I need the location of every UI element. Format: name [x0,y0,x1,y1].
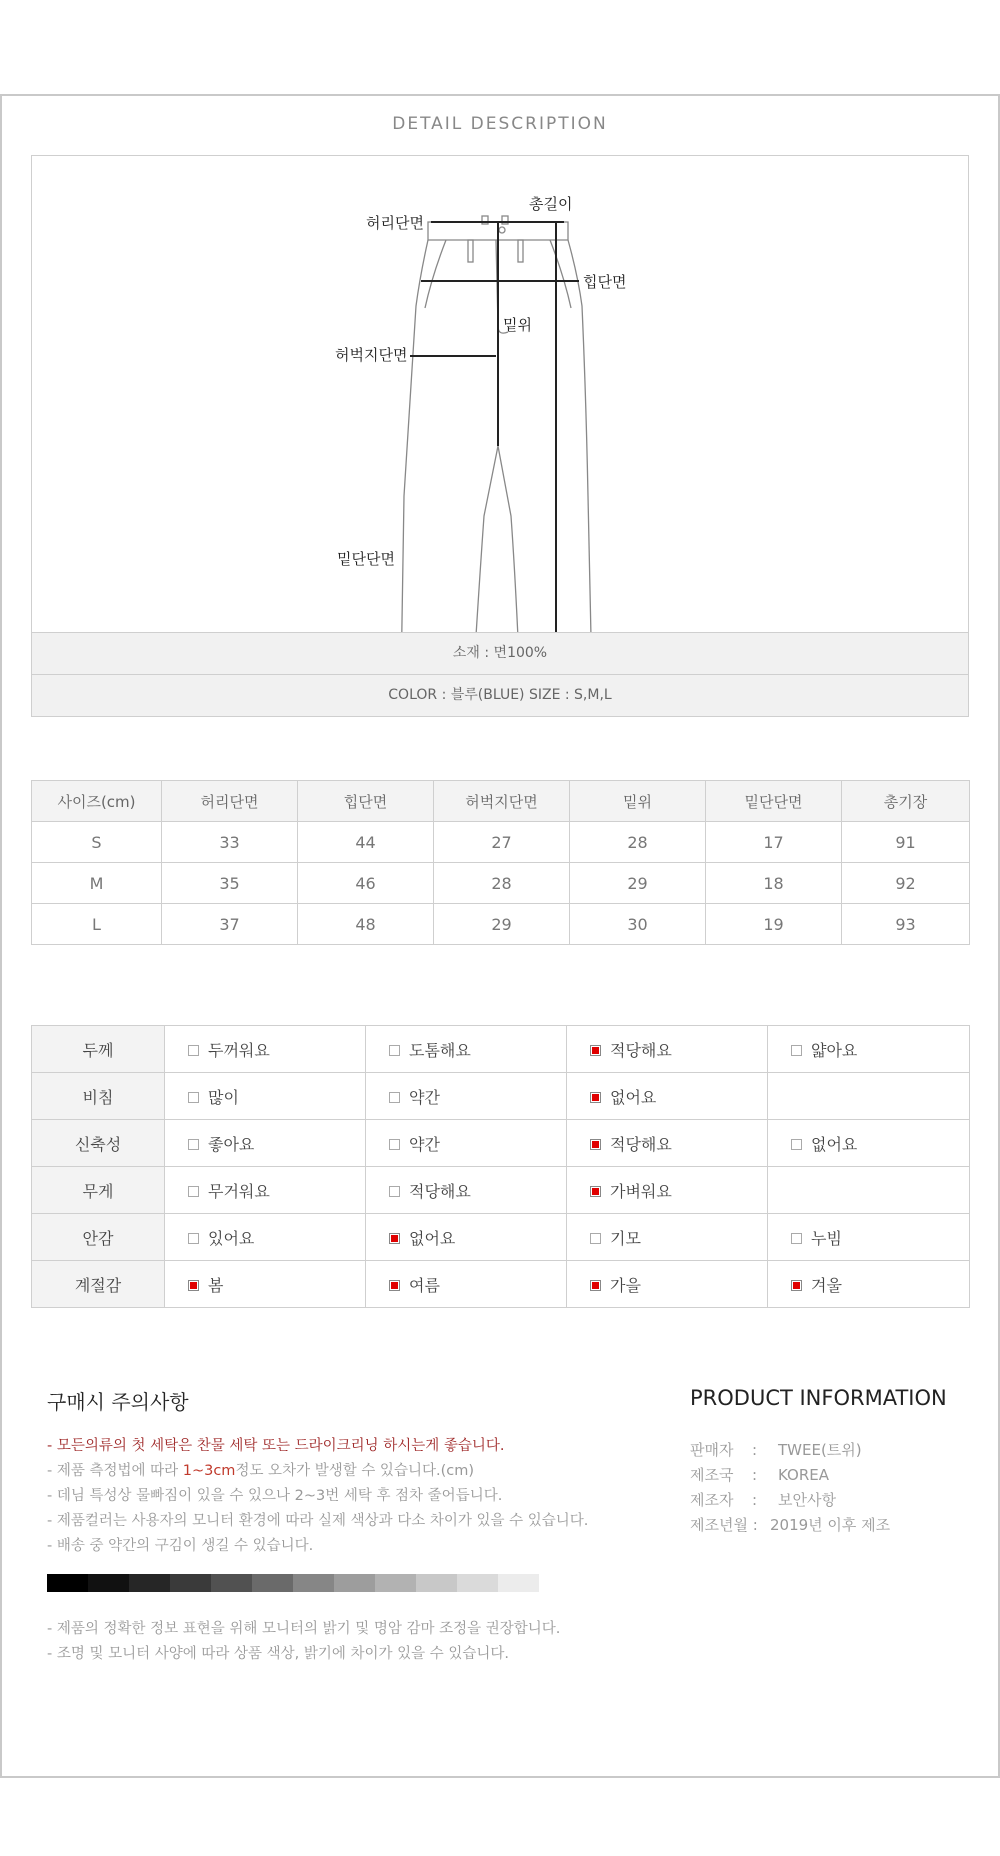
option-label: 가벼워요 [610,1181,672,1201]
diagram-box [31,155,969,717]
pants-illustration [32,156,968,632]
option-label: 누빔 [811,1228,842,1248]
attribute-option [165,1167,366,1214]
attribute-option [165,1214,366,1261]
table-cell: 48 [298,904,434,945]
label-rise: 밑위 [503,316,532,334]
attribute-option [768,1120,970,1167]
checked-box-icon [590,1045,601,1056]
attribute-option [768,1214,970,1261]
notice-measure-pre: - 제품 측정법에 따라 [47,1463,183,1479]
table-cell: 35 [162,863,298,904]
table-cell: 91 [842,822,970,863]
unchecked-box-icon [188,1186,199,1197]
unchecked-box-icon [188,1045,199,1056]
attribute-option [567,1167,768,1214]
option-label: 없어요 [409,1228,456,1248]
attribute-option [567,1073,768,1120]
option-label: 있어요 [208,1228,255,1248]
product-info-country [690,1464,829,1485]
table-cell: 37 [162,904,298,945]
attribute-label: 계절감 [32,1261,165,1308]
notice-title: 구매시 주의사항 [47,1390,189,1414]
checked-box-icon [590,1139,601,1150]
table-cell: 46 [298,863,434,904]
option-label: 약간 [409,1087,440,1107]
country-label: 제조국 [690,1466,734,1484]
table-cell: S [32,822,162,863]
attribute-option [366,1120,567,1167]
option-label: 여름 [409,1275,440,1295]
table-cell: 29 [570,863,706,904]
label-hip: 힙단면 [583,273,627,291]
attribute-label: 신축성 [32,1120,165,1167]
option-label: 없어요 [610,1087,657,1107]
checked-box-icon [389,1280,400,1291]
table-cell: 27 [434,822,570,863]
attribute-option [567,1214,768,1261]
gray-swatch [457,1574,498,1592]
attribute-option [567,1261,768,1308]
seller-label: 판매자 [690,1441,734,1459]
header-rise: 밑위 [570,781,706,822]
attribute-row [32,1167,970,1214]
option-label: 많이 [208,1087,239,1107]
colon: : [752,1466,758,1484]
product-info-maker [690,1489,836,1510]
attribute-label: 무게 [32,1167,165,1214]
notice-line-monitor: - 제품의 정확한 정보 표현을 위해 모니터의 밝기 및 명암 감마 조정을 권장합니다. [47,1621,561,1637]
attribute-label: 안감 [32,1214,165,1261]
option-label: 두꺼워요 [208,1040,270,1060]
grayscale-calibration-bar [47,1574,539,1592]
attribute-option [768,1261,970,1308]
checked-box-icon [590,1092,601,1103]
unchecked-box-icon [791,1139,802,1150]
option-label: 겨울 [811,1275,842,1295]
option-label: 얇아요 [811,1040,858,1060]
option-label: 도톰해요 [409,1040,471,1060]
header-size: 사이즈(cm) [32,781,162,822]
notice-line-measure [47,1459,474,1480]
attribute-row [32,1120,970,1167]
option-label: 적당해요 [610,1134,672,1154]
option-label: 없어요 [811,1134,858,1154]
pants-diagram [32,156,968,632]
checked-box-icon [188,1280,199,1291]
label-total-length: 총길이 [529,195,573,213]
gray-swatch [129,1574,170,1592]
gray-swatch [252,1574,293,1592]
table-cell: 19 [706,904,842,945]
table-cell: 28 [434,863,570,904]
header-hem: 밑단단면 [706,781,842,822]
country-value: KOREA [778,1466,829,1484]
product-info-date [690,1514,890,1535]
table-cell: 33 [162,822,298,863]
option-label: 적당해요 [409,1181,471,1201]
option-label: 무거워요 [208,1181,270,1201]
notice-line-color: - 제품컬러는 사용자의 모니터 환경에 따라 실제 색상과 다소 차이가 있을 수 있습니다. [47,1513,589,1529]
attribute-option [165,1120,366,1167]
table-cell: L [32,904,162,945]
checked-box-icon [389,1233,400,1244]
label-hem: 밑단단면 [337,550,395,568]
colon: : [752,1441,758,1459]
date-label: 제조년월 : [690,1516,758,1534]
table-cell: 93 [842,904,970,945]
attribute-row [32,1026,970,1073]
unchecked-box-icon [389,1139,400,1150]
unchecked-box-icon [389,1045,400,1056]
date-value: 2019년 이후 제조 [770,1516,891,1534]
attribute-option [165,1026,366,1073]
table-row [32,822,970,863]
attribute-option [567,1120,768,1167]
option-label: 약간 [409,1134,440,1154]
empty-cell [768,1073,970,1120]
color-size-row: COLOR : 블루(BLUE) SIZE : S,M,L [32,674,968,716]
gray-swatch [47,1574,88,1592]
colon: : [752,1491,758,1509]
attribute-label: 두께 [32,1026,165,1073]
notice-measure-range: 1~3cm [182,1463,236,1479]
maker-value: 보안사항 [778,1491,836,1509]
unchecked-box-icon [188,1139,199,1150]
checked-box-icon [590,1186,601,1197]
table-cell: 92 [842,863,970,904]
unchecked-box-icon [590,1233,601,1244]
notice-line-wash: - 모든의류의 첫 세탁은 찬물 세탁 또는 드라이크리닝 하시는게 좋습니다. [47,1438,505,1454]
size-table-header [32,781,970,822]
attribute-row [32,1214,970,1261]
material-row: 소재 : 면100% [32,632,968,674]
attribute-option [366,1167,567,1214]
unchecked-box-icon [791,1045,802,1056]
size-table [31,780,970,945]
table-cell: 18 [706,863,842,904]
notice-line-shipping: - 배송 중 약간의 구김이 생길 수 있습니다. [47,1538,314,1554]
option-label: 봄 [208,1275,224,1295]
attribute-row [32,1073,970,1120]
table-cell: M [32,863,162,904]
attribute-option [366,1261,567,1308]
unchecked-box-icon [791,1233,802,1244]
attribute-option [165,1261,366,1308]
table-cell: 44 [298,822,434,863]
header-thigh: 허벅지단면 [434,781,570,822]
gray-swatch [88,1574,129,1592]
gray-swatch [498,1574,539,1592]
gray-swatch [170,1574,211,1592]
attribute-option [768,1026,970,1073]
maker-label: 제조자 [690,1491,734,1509]
header-hip: 힙단면 [298,781,434,822]
attribute-option [366,1073,567,1120]
unchecked-box-icon [188,1092,199,1103]
attributes-table [31,1025,970,1308]
option-label: 적당해요 [610,1040,672,1060]
table-cell: 17 [706,822,842,863]
table-cell: 29 [434,904,570,945]
table-row [32,863,970,904]
attribute-option [366,1026,567,1073]
label-waist: 허리단면 [366,214,424,232]
attribute-option [567,1026,768,1073]
unchecked-box-icon [188,1233,199,1244]
attribute-row [32,1261,970,1308]
option-label: 기모 [610,1228,641,1248]
label-thigh: 허벅지단면 [335,346,408,364]
gray-swatch [375,1574,416,1592]
option-label: 가을 [610,1275,641,1295]
unchecked-box-icon [389,1186,400,1197]
seller-value: TWEE(트위) [778,1441,862,1459]
gray-swatch [416,1574,457,1592]
gray-swatch [334,1574,375,1592]
checked-box-icon [590,1280,601,1291]
attribute-option [366,1214,567,1261]
empty-cell [768,1167,970,1214]
product-info-seller [690,1439,862,1460]
checked-box-icon [791,1280,802,1291]
option-label: 좋아요 [208,1134,255,1154]
notice-line-denim: - 데님 특성상 물빠짐이 있을 수 있으나 2~3번 세탁 후 점차 줄어듭니다. [47,1488,503,1504]
header-length: 총기장 [842,781,970,822]
header-waist: 허리단면 [162,781,298,822]
attribute-option [165,1073,366,1120]
table-cell: 28 [570,822,706,863]
section-title: DETAIL DESCRIPTION [392,114,608,134]
notice-measure-post: 정도 오차가 발생할 수 있습니다.(cm) [235,1463,474,1479]
table-row [32,904,970,945]
product-info-title: PRODUCT INFORMATION [690,1386,947,1410]
notice-line-lighting: - 조명 및 모니터 사양에 따라 상품 색상, 밝기에 차이가 있을 수 있습니다. [47,1646,509,1662]
table-cell: 30 [570,904,706,945]
gray-swatch [211,1574,252,1592]
gray-swatch [293,1574,334,1592]
attribute-label: 비침 [32,1073,165,1120]
unchecked-box-icon [389,1092,400,1103]
